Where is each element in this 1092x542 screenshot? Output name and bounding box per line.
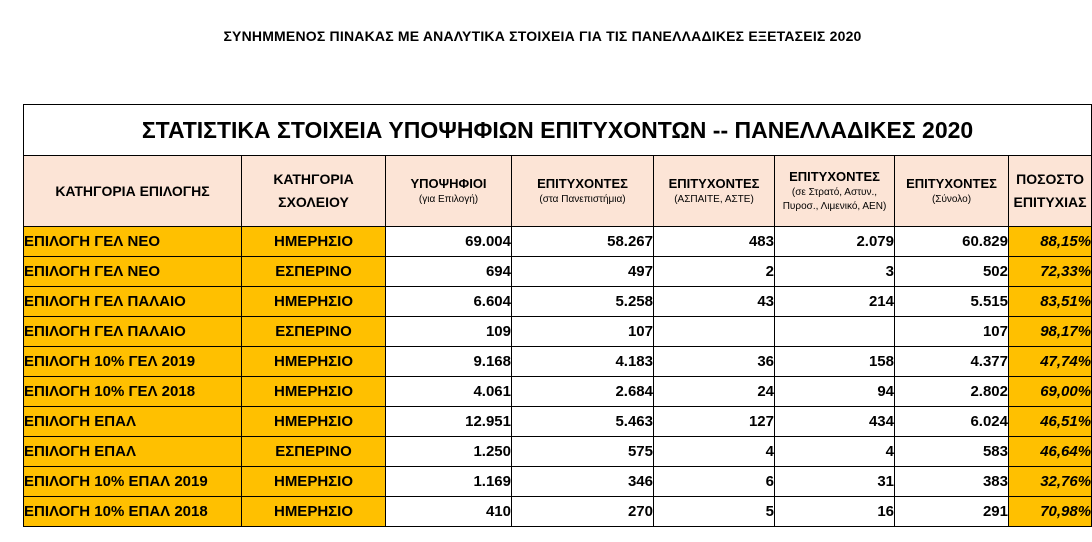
header-candidates <box>386 156 512 227</box>
table-row <box>24 317 1092 347</box>
cell-candidates: 4.061 <box>386 377 512 407</box>
cell-success-rate: 32,76% <box>1009 467 1092 497</box>
table-row <box>24 287 1092 317</box>
cell-total: 291 <box>895 497 1009 527</box>
header-row <box>24 156 1092 227</box>
cell-total: 383 <box>895 467 1009 497</box>
header-label: ΠΟΣΟΣΤΟ ΕΠΙΤΥΧΙΑΣ <box>1013 171 1087 210</box>
header-sublabel: (σε Στρατό, Αστυν., Πυροσ., Λιμενικό, ΑΕΝ) <box>782 187 887 212</box>
cell-universities: 4.183 <box>512 347 654 377</box>
cell-category: ΕΠΙΛΟΓΗ ΓΕΛ ΝΕΟ <box>24 227 242 257</box>
cell-military-police: 2.079 <box>775 227 895 257</box>
cell-candidates: 6.604 <box>386 287 512 317</box>
cell-success-rate: 46,64% <box>1009 437 1092 467</box>
cell-success-rate: 72,33% <box>1009 257 1092 287</box>
cell-category: ΕΠΙΛΟΓΗ 10% ΕΠΑΛ 2018 <box>24 497 242 527</box>
cell-candidates: 9.168 <box>386 347 512 377</box>
cell-school-type: ΗΜΕΡΗΣΙΟ <box>242 347 386 377</box>
cell-candidates: 69.004 <box>386 227 512 257</box>
header-label: ΚΑΤΗΓΟΡΙΑ ΕΠΙΛΟΓΗΣ <box>55 182 210 199</box>
header-label: ΥΠΟΨΗΦΙΟΙ <box>410 176 487 191</box>
cell-total: 2.802 <box>895 377 1009 407</box>
cell-military-police: 31 <box>775 467 895 497</box>
cell-success-rate: 47,74% <box>1009 347 1092 377</box>
header-label: ΕΠΙΤΥΧΟΝΤΕΣ <box>537 176 628 191</box>
cell-category: ΕΠΙΛΟΓΗ ΕΠΑΛ <box>24 407 242 437</box>
cell-total: 583 <box>895 437 1009 467</box>
header-sublabel: (για Επιλογή) <box>418 194 479 205</box>
header-label: ΕΠΙΤΥΧΟΝΤΕΣ <box>668 176 760 191</box>
cell-school-type: ΕΣΠΕΡΙΝΟ <box>242 257 386 287</box>
cell-aspaite-aste: 24 <box>654 377 775 407</box>
cell-aspaite-aste: 6 <box>654 467 775 497</box>
header-category <box>24 156 242 227</box>
header-school-type <box>242 156 386 227</box>
cell-category: ΕΠΙΛΟΓΗ 10% ΓΕΛ 2018 <box>24 377 242 407</box>
cell-military-police: 94 <box>775 377 895 407</box>
cell-candidates: 410 <box>386 497 512 527</box>
cell-candidates: 1.169 <box>386 467 512 497</box>
cell-candidates: 109 <box>386 317 512 347</box>
table-row <box>24 407 1092 437</box>
cell-category: ΕΠΙΛΟΓΗ ΕΠΑΛ <box>24 437 242 467</box>
cell-total: 502 <box>895 257 1009 287</box>
cell-aspaite-aste: 43 <box>654 287 775 317</box>
cell-universities: 270 <box>512 497 654 527</box>
cell-total: 4.377 <box>895 347 1009 377</box>
cell-category: ΕΠΙΛΟΓΗ ΓΕΛ ΠΑΛΑΙΟ <box>24 287 242 317</box>
header-universities <box>512 156 654 227</box>
cell-military-police: 434 <box>775 407 895 437</box>
cell-school-type: ΗΜΕΡΗΣΙΟ <box>242 467 386 497</box>
table-row <box>24 437 1092 467</box>
cell-category: ΕΠΙΛΟΓΗ 10% ΓΕΛ 2019 <box>24 347 242 377</box>
cell-universities: 5.463 <box>512 407 654 437</box>
cell-success-rate: 88,15% <box>1009 227 1092 257</box>
table-row <box>24 467 1092 497</box>
document-title: ΣΥΝΗΜΜΕΝΟΣ ΠΙΝΑΚΑΣ ΜΕ ΑΝΑΛΥΤΙΚΑ ΣΤΟΙΧΕΙΑ ΓΙΑ ΤΙΣ ΠΑΝΕΛΛΑΔΙΚΕΣ ΕΞΕΤΑΣΕΙΣ 2020 <box>223 28 862 44</box>
cell-aspaite-aste: 127 <box>654 407 775 437</box>
cell-universities: 346 <box>512 467 654 497</box>
cell-military-police: 16 <box>775 497 895 527</box>
cell-universities: 2.684 <box>512 377 654 407</box>
cell-success-rate: 70,98% <box>1009 497 1092 527</box>
cell-candidates: 1.250 <box>386 437 512 467</box>
cell-success-rate: 83,51% <box>1009 287 1092 317</box>
cell-candidates: 694 <box>386 257 512 287</box>
cell-success-rate: 98,17% <box>1009 317 1092 347</box>
cell-aspaite-aste: 5 <box>654 497 775 527</box>
cell-universities: 497 <box>512 257 654 287</box>
cell-success-rate: 46,51% <box>1009 407 1092 437</box>
cell-total: 5.515 <box>895 287 1009 317</box>
table-row <box>24 497 1092 527</box>
header-label: ΕΠΙΤΥΧΟΝΤΕΣ <box>789 169 880 184</box>
statistics-table <box>23 104 1092 527</box>
cell-school-type: ΗΜΕΡΗΣΙΟ <box>242 377 386 407</box>
cell-aspaite-aste <box>654 317 775 347</box>
cell-military-police <box>775 317 895 347</box>
cell-school-type: ΗΜΕΡΗΣΙΟ <box>242 227 386 257</box>
table-row <box>24 377 1092 407</box>
table-body <box>24 227 1092 527</box>
cell-military-police: 3 <box>775 257 895 287</box>
cell-military-police: 158 <box>775 347 895 377</box>
cell-success-rate: 69,00% <box>1009 377 1092 407</box>
cell-school-type: ΕΣΠΕΡΙΝΟ <box>242 437 386 467</box>
cell-universities: 58.267 <box>512 227 654 257</box>
header-aspaite-aste <box>654 156 775 227</box>
cell-aspaite-aste: 4 <box>654 437 775 467</box>
cell-school-type: ΗΜΕΡΗΣΙΟ <box>242 497 386 527</box>
header-sublabel: (στα Πανεπιστήμια) <box>539 194 626 205</box>
cell-military-police: 214 <box>775 287 895 317</box>
header-sublabel: (ΑΣΠΑΙΤΕ, ΑΣΤΕ) <box>674 194 754 205</box>
cell-aspaite-aste: 2 <box>654 257 775 287</box>
cell-aspaite-aste: 483 <box>654 227 775 257</box>
cell-category: ΕΠΙΛΟΓΗ ΓΕΛ ΠΑΛΑΙΟ <box>24 317 242 347</box>
cell-school-type: ΗΜΕΡΗΣΙΟ <box>242 287 386 317</box>
cell-total: 6.024 <box>895 407 1009 437</box>
cell-universities: 107 <box>512 317 654 347</box>
table-row <box>24 257 1092 287</box>
cell-aspaite-aste: 36 <box>654 347 775 377</box>
cell-universities: 5.258 <box>512 287 654 317</box>
cell-school-type: ΕΣΠΕΡΙΝΟ <box>242 317 386 347</box>
cell-military-police: 4 <box>775 437 895 467</box>
header-label: ΚΑΤΗΓΟΡΙΑ ΣΧΟΛΕΙΟΥ <box>273 171 354 210</box>
table-row <box>24 227 1092 257</box>
cell-candidates: 12.951 <box>386 407 512 437</box>
cell-total: 60.829 <box>895 227 1009 257</box>
cell-universities: 575 <box>512 437 654 467</box>
table-title: ΣΤΑΤΙΣΤΙΚΑ ΣΤΟΙΧΕΙΑ ΥΠΟΨΗΦΙΩΝ ΕΠΙΤΥΧΟΝΤΩΝ -- ΠΑΝΕΛΛΑΔΙΚΕΣ 2020 <box>24 105 1092 156</box>
cell-total: 107 <box>895 317 1009 347</box>
header-military-police <box>775 156 895 227</box>
cell-school-type: ΗΜΕΡΗΣΙΟ <box>242 407 386 437</box>
header-success-rate <box>1009 156 1092 227</box>
header-sublabel: (Σύνολο) <box>931 194 972 205</box>
header-label: ΕΠΙΤΥΧΟΝΤΕΣ <box>906 176 997 191</box>
cell-category: ΕΠΙΛΟΓΗ 10% ΕΠΑΛ 2019 <box>24 467 242 497</box>
cell-category: ΕΠΙΛΟΓΗ ΓΕΛ ΝΕΟ <box>24 257 242 287</box>
table-row <box>24 347 1092 377</box>
header-total <box>895 156 1009 227</box>
